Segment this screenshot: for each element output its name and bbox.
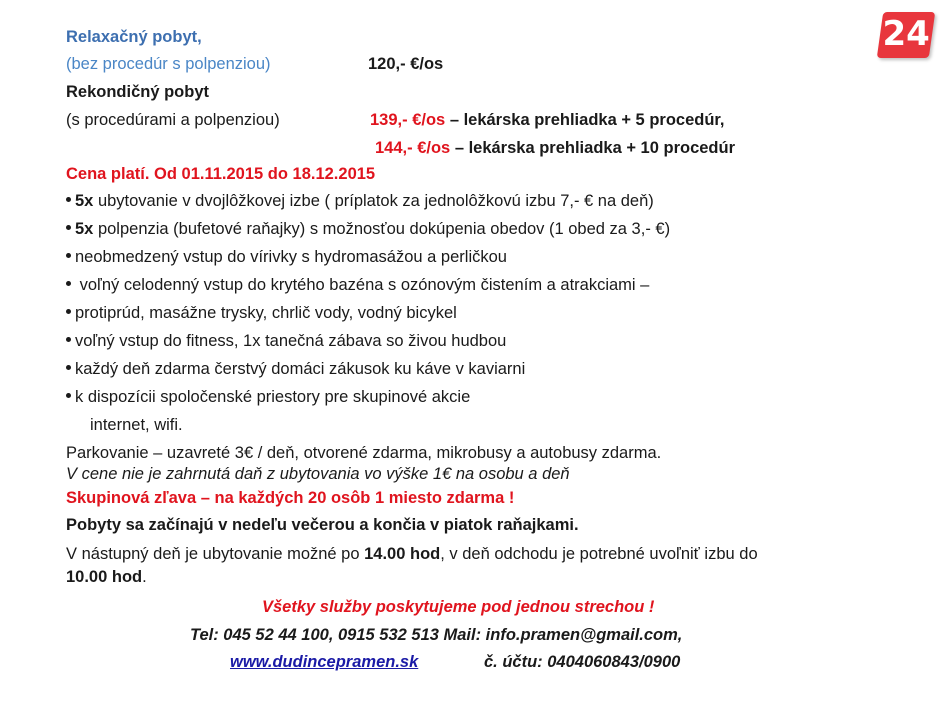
checkout-info: 10.00 hod. xyxy=(66,568,147,586)
website-link[interactable]: www.dudincepramen.sk xyxy=(230,653,419,671)
bullet-icon xyxy=(66,225,71,230)
offer2-price2: 144,- €/os xyxy=(375,139,451,157)
contact-info: Tel: 045 52 44 100, 0915 532 513 Mail: info.pramen@gmail.com, xyxy=(190,626,683,644)
parking-info: Parkovanie – uzavreté 3€ / deň, otvorené zdarma, mikrobusy a autobusy zdarma. xyxy=(66,444,662,462)
bullet-item: každý deň zdarma čerstvý domáci zákusok ku káve v kaviarni xyxy=(66,358,525,380)
extra-amenities: internet, wifi. xyxy=(90,416,183,434)
stay-days: Pobyty sa začínajú v nedeľu večerou a končia v piatok raňajkami. xyxy=(66,516,579,534)
bullet-icon xyxy=(66,281,71,286)
bullet-icon xyxy=(66,365,71,370)
offer2-price1: 139,- €/os xyxy=(370,111,446,129)
bullet-item: voľný vstup do fitness, 1x tanečná zábava so živou hudbou xyxy=(66,330,506,352)
bullet-item: 5x polpenzia (bufetové raňajky) s možnosťou dokúpenia obedov (1 obed za 3,- €) xyxy=(66,218,670,240)
bullet-icon xyxy=(66,393,71,398)
services-slogan: Všetky služby poskytujeme pod jednou strechou ! xyxy=(262,598,655,616)
offer1-title: Relaxačný pobyt, xyxy=(66,28,202,46)
group-discount: Skupinová zľava – na každých 20 osôb 1 miesto zdarma ! xyxy=(66,489,515,507)
offer2-price2-desc: – lekárska prehliadka + 10 procedúr xyxy=(454,139,736,157)
bullet-item: protiprúd, masážne trysky, chrlič vody, vodný bicykel xyxy=(66,302,457,324)
checkin-info: V nástupný deň je ubytovanie možné po 14.00 hod, v deň odchodu je potrebné uvoľniť izbu do xyxy=(66,545,758,563)
offer1-subtitle: (bez procedúr s polpenziou) xyxy=(66,55,271,73)
offer2-price1-desc: – lekárska prehliadka + 5 procedúr, xyxy=(449,111,725,129)
validity-dates: Cena platí. Od 01.11.2015 do 18.12.2015 xyxy=(66,165,376,183)
offer1-price: 120,- €/os xyxy=(368,55,444,73)
offer2-subtitle: (s procedúrami a polpenziou) xyxy=(66,111,280,129)
bullet-icon xyxy=(66,337,71,342)
bank-account: č. účtu: 0404060843/0900 xyxy=(484,653,681,671)
bullet-item: 5x ubytovanie v dvojlôžkovej izbe ( príplatok za jednolôžkovú izbu 7,- € na deň) xyxy=(66,190,654,212)
site-logo[interactable] xyxy=(877,12,935,58)
bullet-icon xyxy=(66,197,71,202)
bullet-icon xyxy=(66,309,71,314)
offer2-title: Rekondičný pobyt xyxy=(66,83,210,101)
bullet-item: voľný celodenný vstup do krytého bazéna s ozónovým čistením a atrakciami – xyxy=(66,274,649,296)
tax-note: V cene nie je zahrnutá daň z ubytovania vo výške 1€ na osobu a deň xyxy=(66,465,570,483)
logo-text: 24 xyxy=(882,14,930,54)
bullet-icon xyxy=(66,253,71,258)
bullet-item: k dispozícii spoločenské priestory pre skupinové akcie xyxy=(66,386,470,408)
bullet-item: neobmedzený vstup do vírivky s hydromasážou a perličkou xyxy=(66,246,507,268)
